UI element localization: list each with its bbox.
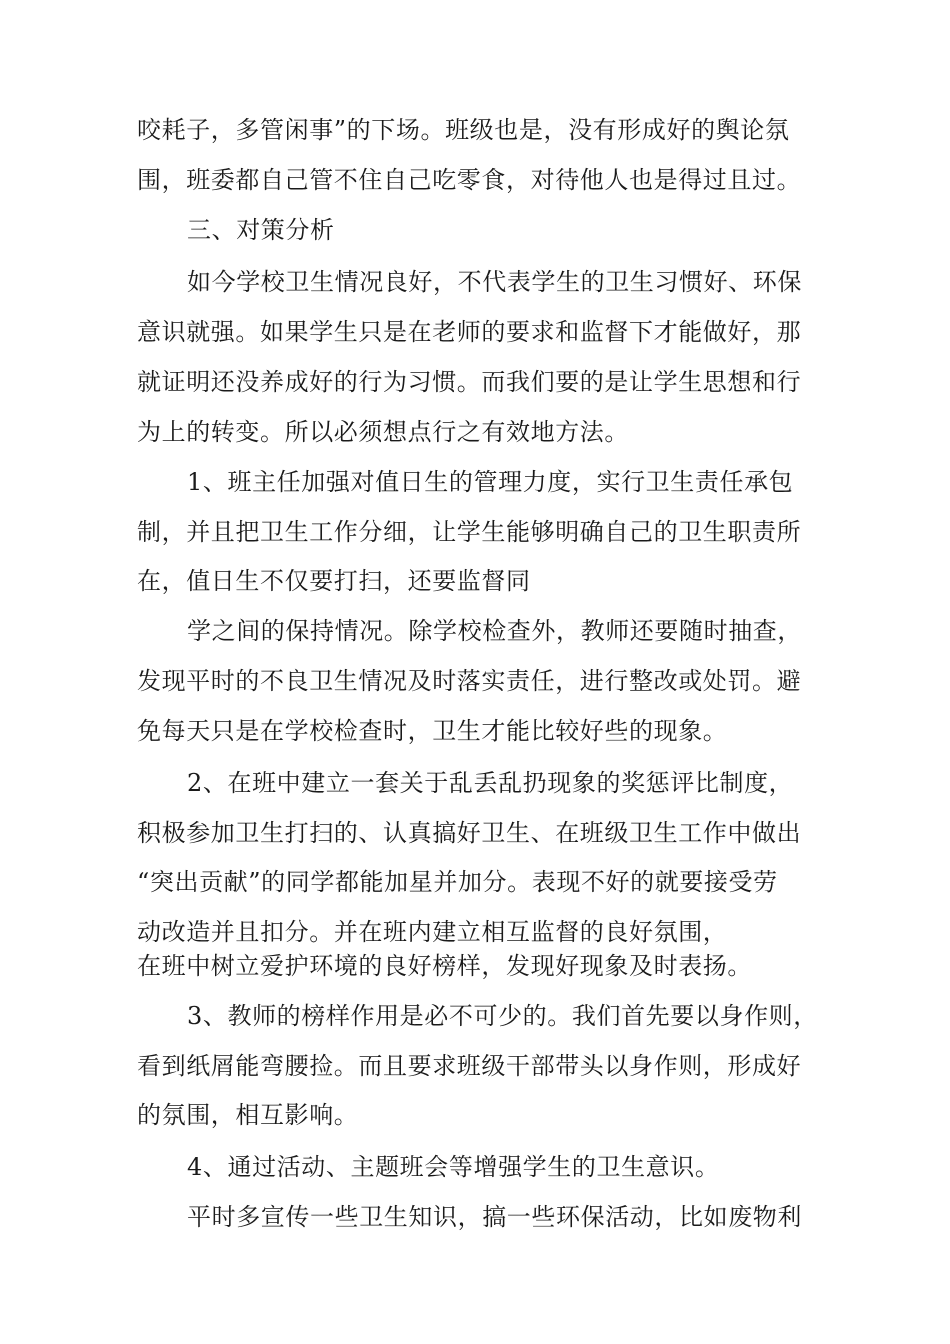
text-line: 在，值日生不仅要打扫，还要监督同 xyxy=(137,567,531,595)
text-line: “突出贡献”的同学都能加星并加分。表现不好的就要接受劳 xyxy=(137,868,778,896)
text-line: 3、教师的榜样作用是必不可少的。我们首先要以身作则， xyxy=(187,1002,818,1030)
text-line: 如今学校卫生情况良好，不代表学生的卫生习惯好、环保 xyxy=(187,268,802,296)
text-line: 发现平时的不良卫生情况及时落实责任，进行整改或处罚。避 xyxy=(137,667,802,695)
text-line: 围，班委都自己管不住自己吃零食，对待他人也是得过且过。 xyxy=(137,166,802,194)
text-line: 2、在班中建立一套关于乱丢乱扔现象的奖惩评比制度， xyxy=(187,769,794,797)
text-line: 4、通过活动、主题班会等增强学生的卫生意识。 xyxy=(187,1153,720,1181)
text-line: 制，并且把卫生工作分细，让学生能够明确自己的卫生职责所 xyxy=(137,518,802,546)
text-line: 在班中树立爱护环境的良好榜样，发现好现象及时表扬。 xyxy=(137,952,752,980)
text-line: 看到纸屑能弯腰捡。而且要求班级干部带头以身作则，形成好 xyxy=(137,1052,802,1080)
text-line: 动改造并且扣分。并在班内建立相互监督的良好氛围， xyxy=(137,918,728,946)
text-line: 平时多宣传一些卫生知识，搞一些环保活动，比如废物利 xyxy=(187,1203,802,1231)
text-line: 为上的转变。所以必须想点行之有效地方法。 xyxy=(137,418,629,446)
text-line: 积极参加卫生打扫的、认真搞好卫生、在班级卫生工作中做出 xyxy=(137,819,802,847)
text-line: 就证明还没养成好的行为习惯。而我们要的是让学生思想和行 xyxy=(137,368,802,396)
section-heading: 三、对策分析 xyxy=(187,216,335,244)
text-line: 意识就强。如果学生只是在老师的要求和监督下才能做好，那 xyxy=(137,318,802,346)
text-line: 1、班主任加强对值日生的管理力度，实行卫生责任承包 xyxy=(187,468,794,496)
text-line: 的氛围，相互影响。 xyxy=(137,1101,359,1129)
text-line: 学之间的保持情况。除学校检查外，教师还要随时抽查， xyxy=(187,617,802,645)
text-line: 咬耗子，多管闲事”的下场。班级也是，没有形成好的舆论氛 xyxy=(137,116,790,144)
text-line: 免每天只是在学校检查时，卫生才能比较好些的现象。 xyxy=(137,717,728,745)
